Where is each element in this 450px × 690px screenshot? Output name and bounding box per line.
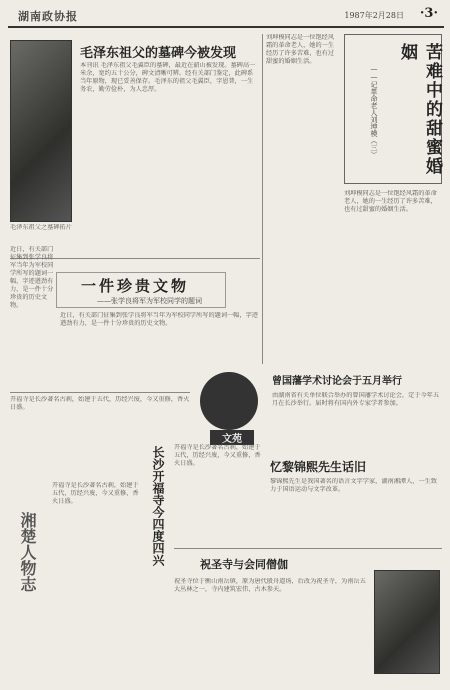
sweet-headline-box xyxy=(344,34,442,184)
emblem-label: 文苑 xyxy=(210,430,254,445)
section-rule-2 xyxy=(10,392,190,393)
memory-body: 黎锦熙先生是我国著名的语言文字学家，湖南湘潭人，一生致力于国语运动与文字改革。 xyxy=(270,478,438,493)
treasure-body: 近日，有关部门征集到张学良将军当年为军校同学所写的题词一幅，字迹遒劲有力，是一件十分珍贵的历史文物。 xyxy=(60,312,258,327)
column-rule xyxy=(262,34,263,364)
masthead xyxy=(8,6,444,28)
tomb-photo-caption: 毛泽东祖父之墓碑拓片 xyxy=(10,224,72,231)
stadium-body-top: 开福寺是长沙著名古刹，始建于五代，历经兴废，今又重修，香火日盛。 xyxy=(10,396,190,411)
temple-headline: 祝圣寺与会同僧伽 xyxy=(200,558,288,571)
vertical-column-title: 湘楚人物志 xyxy=(18,512,37,592)
sweet-subhead: ——记革命老人刘坤模（三） xyxy=(370,65,378,158)
issue-date: 1987年2月28日 xyxy=(344,11,404,20)
page-number: ·3· xyxy=(419,6,438,21)
treasure-subhead: ——张学良将军为军校同学的题词 xyxy=(97,297,202,305)
newspaper-title: 湖南政协报 xyxy=(18,10,78,23)
treasure-headline: 一件珍贵文物 xyxy=(81,277,190,295)
emblem-icon xyxy=(200,372,258,430)
temple-body: 祝圣寺位于衡山南岳镇，原为唐代般舟道场，后改为祝圣寺，为南岳五大丛林之一，寺内建筑宏伟，古木参天。 xyxy=(174,578,366,593)
treasure-headline-box xyxy=(56,272,226,308)
section-rule-3 xyxy=(174,548,442,549)
tomb-headline: 毛泽东祖父的墓碑今被发现 xyxy=(80,46,237,61)
tomb-body: 本刊讯 毛泽东祖父毛翼臣的墓碑，最近在韶山被发现。墓碑高一米余，宽约五十公分，碑文清晰可辨。经有关部门鉴定，此碑系当年原物，现已妥善保存。毛泽东的祖父毛翼臣，字恩普，一生务农，勤劳俭朴，为人忠厚。 xyxy=(80,62,256,93)
tomb-photo xyxy=(10,40,72,222)
stadium-body: 开福寺是长沙著名古刹，始建于五代，历经兴废，今又重修，香火日盛。 xyxy=(52,482,139,505)
sweet-continued-body: 刘坤模同志是一位饱经风霜的革命老人，她的一生经历了许多苦难，也有过甜蜜的婚姻生活。 xyxy=(266,34,335,65)
stadium-body-2: 开福寺是长沙著名古刹，始建于五代，历经兴废，今又重修，香火日盛。 xyxy=(174,444,261,467)
treasure-side-body: 近日，有关部门征集到张学良将军当年为军校同学所写的题词一幅，字迹遒劲有力，是一件十分珍贵的历史文物。 xyxy=(10,246,54,309)
stadium-headline: 长沙开福寺今四度四兴 xyxy=(151,446,165,566)
temple-photo xyxy=(374,570,440,674)
seminar-headline: 曾国藩学术讨论会于五月举行 xyxy=(272,376,402,387)
memory-headline: 忆黎锦熙先生话旧 xyxy=(270,460,367,474)
sweet-headline: 苦难中的甜蜜婚姻 xyxy=(397,43,442,176)
seminar-body: 由湖南省有关单位联合举办的曾国藩学术讨论会，定于今年五月在长沙举行。届时将有国内外专家学者参加。 xyxy=(272,392,440,407)
sweet-body: 刘坤模同志是一位饱经风霜的革命老人，她的一生经历了许多苦难，也有过甜蜜的婚姻生活。 xyxy=(344,190,437,213)
